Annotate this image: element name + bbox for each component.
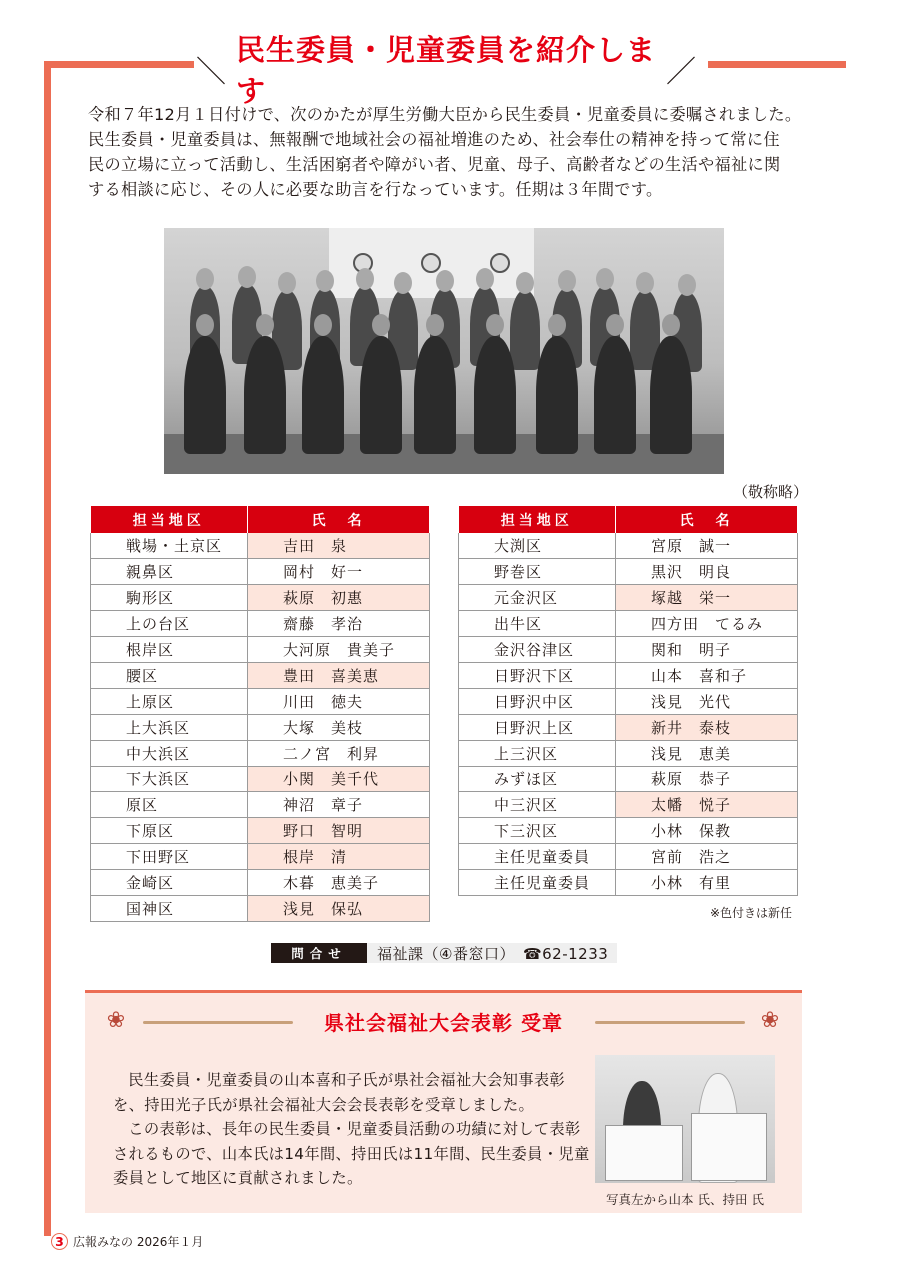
table-row [91, 533, 430, 559]
district-cell: 腰区 [91, 662, 248, 688]
page-footer [51, 1233, 203, 1250]
header-name: 氏 名 [616, 506, 798, 533]
member-name-cell: 神沼 章子 [248, 792, 430, 818]
photo-person-head [196, 314, 214, 336]
member-name-cell: 宮原 誠一 [616, 533, 798, 559]
intro-line: 民の立場に立って活動し、生活困窮者や障がい者、児童、母子、高齢者などの生活や福祉に関 [88, 155, 781, 174]
member-name-cell: 小林 有里 [616, 870, 798, 896]
district-cell: 中三沢区 [459, 792, 616, 818]
contact-info: 福祉課（④番窓口） ☎62-1233 [377, 944, 609, 963]
table-row [91, 611, 430, 637]
district-cell: 日野沢上区 [459, 714, 616, 740]
table-row [91, 714, 430, 740]
table-row [91, 792, 430, 818]
award-paragraph: この表彰は、長年の民生委員・児童委員活動の功績に対して表彰されるもので、山本氏は14年間、持田氏は11年間、民生委員・児童委員として地区に貢献されました。 [113, 1120, 590, 1187]
top-right-rule [708, 61, 846, 68]
contact-label: 問合せ [271, 943, 367, 963]
district-cell: 戦場・土京区 [91, 533, 248, 559]
intro-line: 令和７年12月１日付けで、次のかたが厚生労働大臣から民生委員・児童委員に委嘱されました。 [88, 105, 802, 124]
member-name-cell: 小関 美千代 [248, 766, 430, 792]
title-text: 民生委員・児童委員を紹介します [236, 33, 657, 108]
table-row [459, 792, 798, 818]
district-cell: 中大浜区 [91, 740, 248, 766]
photo-person-head [476, 268, 494, 290]
table-row [459, 688, 798, 714]
intro-text [88, 102, 848, 202]
flower-ornament-icon: ❀ [760, 1008, 780, 1033]
member-name-cell: 二ノ宮 利昇 [248, 740, 430, 766]
photo-person-head [516, 272, 534, 294]
member-name-cell: 根岸 清 [248, 844, 430, 870]
district-cell: 根岸区 [91, 637, 248, 663]
page-number: 3 [51, 1233, 68, 1250]
member-name-cell: 浅見 保弘 [248, 895, 430, 921]
photo-person [244, 336, 286, 454]
honorific-note: （敬称略） [733, 483, 809, 501]
award-paragraph: 民生委員・児童委員の山本喜和子氏が県社会福祉大会知事表彰を、持田光子氏が県社会福祉大会会長表彰を受章しました。 [113, 1071, 566, 1114]
photo-person-head [636, 272, 654, 294]
photo-person-head [238, 266, 256, 288]
district-cell: 駒形区 [91, 585, 248, 611]
table-row [91, 559, 430, 585]
table-row [459, 559, 798, 585]
roster-table-left [90, 506, 430, 922]
table-row [91, 818, 430, 844]
district-cell: 上原区 [91, 688, 248, 714]
photo-person [184, 336, 226, 454]
flower-ornament-icon: ❀ [106, 1008, 126, 1033]
member-name-cell: 小林 保教 [616, 818, 798, 844]
member-name-cell: 宮前 浩之 [616, 844, 798, 870]
photo-person [594, 336, 636, 454]
intro-line: 民生委員・児童委員は、無報酬で地域社会の福祉増進のため、社会奉仕の精神を持って常に住 [88, 130, 780, 149]
table-row [459, 533, 798, 559]
certificate-left [605, 1125, 683, 1181]
photo-person-head [394, 272, 412, 294]
member-name-cell: 野口 智明 [248, 818, 430, 844]
district-cell: 国神区 [91, 895, 248, 921]
member-name-cell: 岡村 好一 [248, 559, 430, 585]
town-logo-icon [421, 253, 441, 273]
member-name-cell: 新井 泰枝 [616, 714, 798, 740]
table-row [91, 766, 430, 792]
certificate-right [691, 1113, 767, 1181]
table-row [91, 844, 430, 870]
page-title [196, 33, 696, 108]
table-row [459, 662, 798, 688]
district-cell: 親鼻区 [91, 559, 248, 585]
photo-person [360, 336, 402, 454]
photo-person-head [548, 314, 566, 336]
member-name-cell: 萩原 初惠 [248, 585, 430, 611]
district-cell: みずほ区 [459, 766, 616, 792]
photo-person-head [558, 270, 576, 292]
photo-person-head [596, 268, 614, 290]
district-cell: 上三沢区 [459, 740, 616, 766]
district-cell: 金沢谷津区 [459, 637, 616, 663]
district-cell: 金崎区 [91, 870, 248, 896]
table-row [91, 585, 430, 611]
photo-person-head [678, 274, 696, 296]
intro-line: する相談に応じ、その人に必要な助言を行なっています。任期は３年間です。 [88, 180, 663, 199]
award-photo [595, 1055, 775, 1183]
table-row [459, 611, 798, 637]
district-cell: 野巻区 [459, 559, 616, 585]
photo-person-head [426, 314, 444, 336]
top-left-rule [44, 61, 194, 68]
photo-person-head [196, 268, 214, 290]
table-row [459, 714, 798, 740]
table-row [459, 818, 798, 844]
table-row [91, 740, 430, 766]
member-name-cell: 大河原 貴美子 [248, 637, 430, 663]
member-name-cell: 川田 徳夫 [248, 688, 430, 714]
table-row [459, 766, 798, 792]
title-slash-left: ＼ [196, 55, 226, 90]
table-row [91, 870, 430, 896]
award-title: 県社会福祉大会表彰 受章 [324, 1011, 563, 1035]
district-cell: 下原区 [91, 818, 248, 844]
award-text [113, 1068, 595, 1191]
photo-person-head [662, 314, 680, 336]
photo-person-head [316, 270, 334, 292]
member-name-cell: 浅見 光代 [616, 688, 798, 714]
award-photo-caption: 写真左から山本 氏、持田 氏 [606, 1192, 764, 1207]
table-row [91, 637, 430, 663]
member-name-cell: 関和 明子 [616, 637, 798, 663]
member-name-cell: 四方田 てるみ [616, 611, 798, 637]
photo-person-head [486, 314, 504, 336]
left-side-rule [44, 61, 51, 1236]
district-cell: 元金沢区 [459, 585, 616, 611]
title-slash-right: ／ [666, 55, 696, 90]
town-logo-icon [490, 253, 510, 273]
photo-person-head [606, 314, 624, 336]
award-section [85, 990, 802, 1213]
district-cell: 下三沢区 [459, 818, 616, 844]
member-name-cell: 豊田 喜美恵 [248, 662, 430, 688]
new-member-note: ※色付きは新任 [710, 906, 793, 920]
member-name-cell: 太幡 悦子 [616, 792, 798, 818]
footer-text: 広報みなの 2026年１月 [73, 1235, 204, 1249]
district-cell: 主任児童委員 [459, 844, 616, 870]
roster-table-right [458, 506, 798, 896]
district-cell: 上の台区 [91, 611, 248, 637]
table-row [91, 895, 430, 921]
district-cell: 大渕区 [459, 533, 616, 559]
table-row [91, 688, 430, 714]
header-name: 氏 名 [248, 506, 430, 533]
member-name-cell: 吉田 泉 [248, 533, 430, 559]
header-district: 担当地区 [459, 506, 616, 533]
photo-person-head [372, 314, 390, 336]
group-photo [164, 228, 724, 474]
photo-person-head [278, 272, 296, 294]
photo-person-head [356, 268, 374, 290]
photo-person [414, 336, 456, 454]
member-name-cell: 浅見 恵美 [616, 740, 798, 766]
district-cell: 下大浜区 [91, 766, 248, 792]
table-row [459, 740, 798, 766]
photo-person [650, 336, 692, 454]
member-name-cell: 木暮 恵美子 [248, 870, 430, 896]
member-name-cell: 齋藤 孝治 [248, 611, 430, 637]
photo-person [302, 336, 344, 454]
table-row [459, 844, 798, 870]
district-cell: 上大浜区 [91, 714, 248, 740]
district-cell: 下田野区 [91, 844, 248, 870]
table-row [459, 637, 798, 663]
table-row [91, 662, 430, 688]
member-name-cell: 大塚 美枝 [248, 714, 430, 740]
photo-person-head [314, 314, 332, 336]
district-cell: 日野沢下区 [459, 662, 616, 688]
district-cell: 日野沢中区 [459, 688, 616, 714]
member-name-cell: 塚越 栄一 [616, 585, 798, 611]
photo-person [510, 290, 540, 370]
member-name-cell: 山本 喜和子 [616, 662, 798, 688]
member-name-cell: 黒沢 明良 [616, 559, 798, 585]
header-district: 担当地区 [91, 506, 248, 533]
district-cell: 出牛区 [459, 611, 616, 637]
contact-bar [271, 943, 617, 963]
photo-person-head [436, 270, 454, 292]
photo-person-head [256, 314, 274, 336]
district-cell: 主任児童委員 [459, 870, 616, 896]
table-row [459, 585, 798, 611]
table-row [459, 870, 798, 896]
district-cell: 原区 [91, 792, 248, 818]
photo-person [474, 336, 516, 454]
member-name-cell: 萩原 恭子 [616, 766, 798, 792]
photo-person [536, 336, 578, 454]
